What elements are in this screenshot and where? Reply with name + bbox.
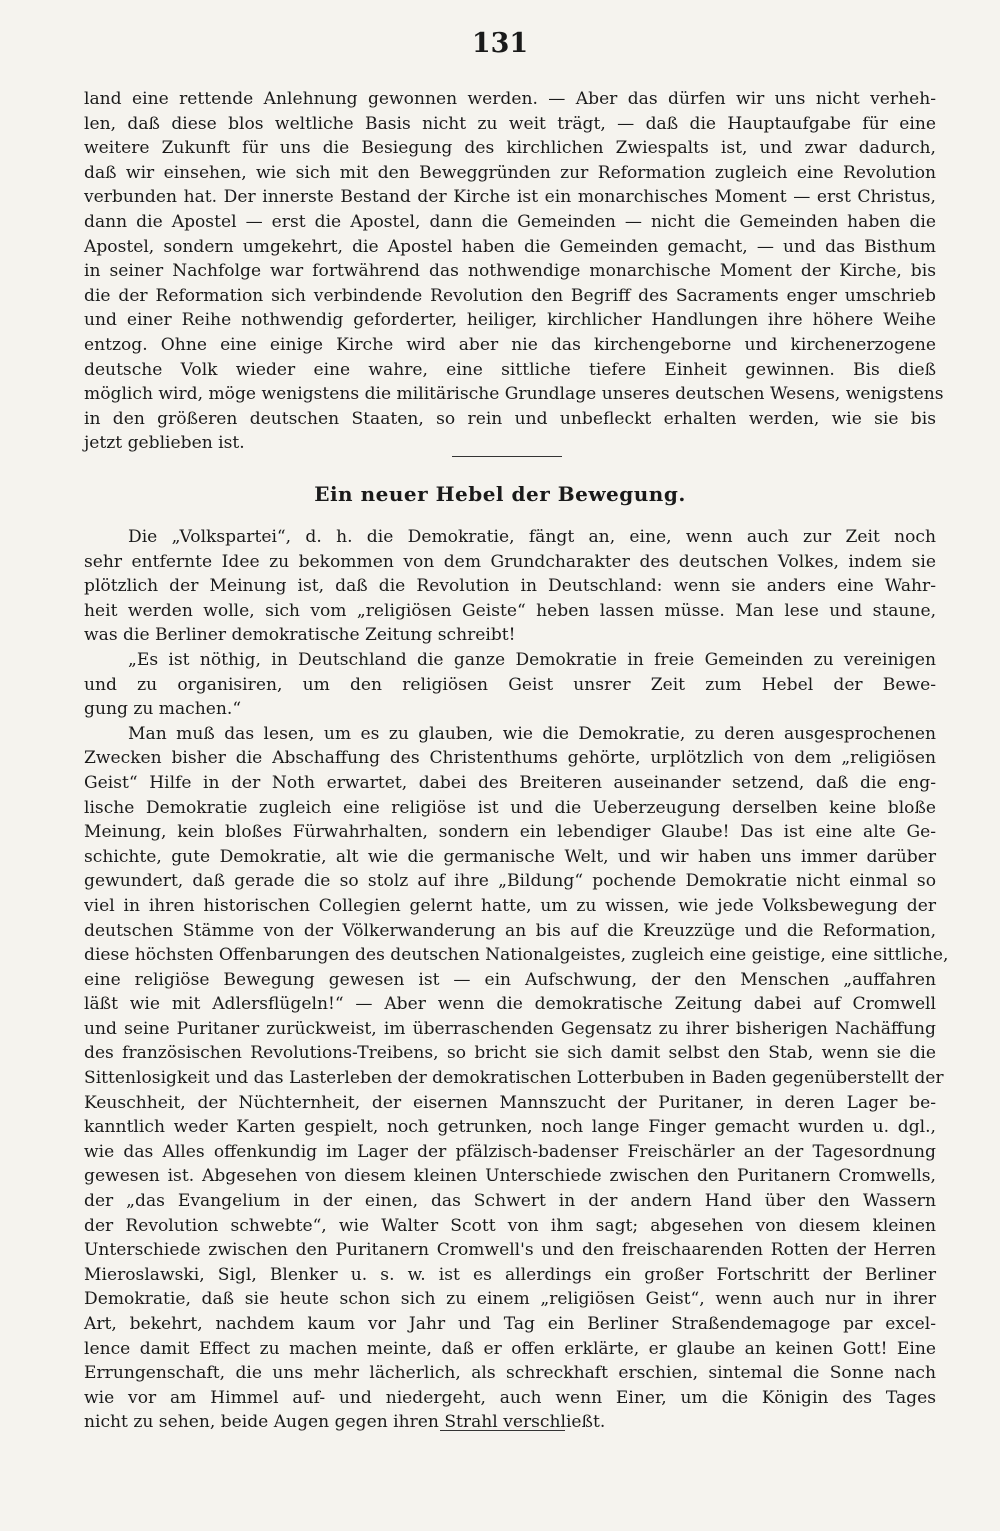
text-line: diese höchsten Offenbarungen des deutschen Nationalgeistes, zugleich eine geistige, eine sittliche,	[84, 945, 949, 966]
text-line: läßt wie mit Adlersflügeln!“ — Aber wenn die demokratische Zeitung dabei auf Cromwell	[84, 994, 936, 1015]
text-line: Mieroslawski, Sigl, Blenker u. s. w. ist es allerdings ein großer Fortschritt der Berliner	[84, 1264, 936, 1285]
text-line: lence damit Effect zu machen meinte, daß er offen erklärte, er glaube an keinen Gott! Eine	[84, 1338, 936, 1359]
text-line: kanntlich weder Karten gespielt, noch getrunken, noch lange Finger gemacht wurden u. dgl.,	[84, 1117, 936, 1138]
text-line: Keuschheit, der Nüchternheit, der eisernen Mannszucht der Puritaner, in deren Lager be-	[84, 1092, 936, 1113]
text-line: daß wir einsehen, wie sich mit den Beweggründen zur Reformation zugleich eine Revolution	[84, 162, 936, 183]
text-line: schichte, gute Demokratie, alt wie die germanische Welt, und wir haben uns immer darüber	[84, 846, 936, 867]
paragraph	[84, 722, 949, 1435]
text-line: Art, bekehrt, nachdem kaum vor Jahr und Tag ein Berliner Straßendemagoge par excel-	[84, 1314, 936, 1334]
text-line: was die Berliner demokratische Zeitung schreibt!	[84, 625, 516, 646]
text-line: sehr entfernte Idee zu bekommen von dem Grundcharakter des deutschen Volkes, indem sie	[84, 551, 936, 572]
text-line: Die „Volkspartei“, d. h. die Demokratie, fängt an, eine, wenn auch zur Zeit noch	[128, 527, 936, 547]
text-line: jetzt geblieben ist.	[84, 433, 245, 454]
text-line: möglich wird, möge wenigstens die militärische Grundlage unseres deutschen Wesens, wenigstens	[84, 384, 944, 405]
text-line: Meinung, kein bloßes Fürwahrhalten, sondern ein lebendiger Glaube! Das ist eine alte Ge-	[84, 822, 936, 843]
text-line: wie das Alles offenkundig im Lager der pfälzisch-badenser Freischärler an der Tagesordnung	[84, 1141, 936, 1162]
text-line: gung zu machen.“	[84, 699, 242, 720]
text-line: Unterschiede zwischen den Puritanern Cromwell's und den freischaarenden Rotten der Herren	[84, 1240, 936, 1261]
text-line: „Es ist nöthig, in Deutschland die ganze Demokratie in freie Gemeinden zu vereinigen	[128, 649, 936, 670]
section-divider	[452, 456, 562, 457]
text-line: in den größeren deutschen Staaten, so rein und unbefleckt erhalten werden, wie sie bis	[84, 408, 936, 429]
text-line: und einer Reihe nothwendig geforderter, heiliger, kirchlicher Handlungen ihre höhere Weihe	[84, 310, 936, 331]
text-line: gewundert, daß gerade die so stolz auf ihre „Bildung“ pochende Demokratie nicht einmal so	[84, 871, 936, 892]
text-line: weitere Zukunft für uns die Besiegung des kirchlichen Zwiespalts ist, und zwar dadurch,	[84, 138, 936, 159]
text-line: dann die Apostel — erst die Apostel, dann die Gemeinden — nicht die Gemeinden haben die	[84, 211, 936, 232]
text-line: des französischen Revolutions-Treibens, so bricht sie sich damit selbst den Stab, wenn sie die	[84, 1043, 936, 1064]
text-line: und zu organisiren, um den religiösen Geist unsrer Zeit zum Hebel der Bewe-	[84, 674, 936, 695]
text-line: land eine rettende Anlehnung gewonnen werden. — Aber das dürfen wir uns nicht verheh-	[84, 89, 936, 109]
text-line: entzog. Ohne eine einige Kirche wird aber nie das kirchengeborne und kirchenerzogene	[84, 334, 936, 355]
text-line: verbunden hat. Der innerste Bestand der Kirche ist ein monarchisches Moment — erst Christus,	[84, 187, 936, 208]
text-line: deutsche Volk wieder eine wahre, eine sittliche tiefere Einheit gewinnen. Bis dieß	[84, 359, 936, 380]
text-line: Zwecken bisher die Abschaffung des Christenthums gehörte, urplötzlich von dem „religiösen	[84, 748, 936, 769]
text-line: die der Reformation sich verbindende Revolution den Begriff des Sacraments enger umschrieb	[84, 285, 936, 306]
text-line: nicht zu sehen, beide Augen gegen ihren Strahl verschließt.	[84, 1412, 606, 1433]
section-body	[84, 525, 949, 1435]
text-line: viel in ihren historischen Collegien gelernt hatte, um zu wissen, wie jede Volksbewegung der	[84, 895, 936, 916]
text-line: deutschen Stämme von der Völkerwanderung an bis auf die Kreuzzüge und die Reformation,	[84, 920, 936, 941]
continuation-paragraph	[84, 87, 944, 456]
text-line: Demokratie, daß sie heute schon sich zu einem „religiösen Geist“, wenn auch nur in ihrer	[84, 1289, 936, 1310]
text-line: in seiner Nachfolge war fortwährend das nothwendige monarchische Moment der Kirche, bis	[84, 261, 936, 282]
paragraph	[84, 87, 944, 456]
text-line: plötzlich der Meinung ist, daß die Revolution in Deutschland: wenn sie anders eine Wahr-	[84, 576, 936, 597]
text-line: Man muß das lesen, um es zu glauben, wie die Demokratie, zu deren ausgesprochenen	[128, 723, 936, 744]
paragraph	[84, 525, 936, 648]
page-number: 131	[471, 28, 529, 59]
text-line: wie vor am Himmel auf- und niedergeht, auch wenn Einer, um die Königin des Tages	[84, 1387, 936, 1408]
text-line: Sittenlosigkeit und das Lasterleben der demokratischen Lotterbuben in Baden gegenüberstellt der	[84, 1068, 944, 1089]
text-line: Errungenschaft, die uns mehr lächerlich, als schreckhaft erschien, sintemal die Sonne nach	[84, 1363, 936, 1384]
text-line: und seine Puritaner zurückweist, im überraschenden Gegensatz zu ihrer bisherigen Nachäffung	[84, 1018, 936, 1039]
text-line: gewesen ist. Abgesehen von diesem kleinen Unterschiede zwischen den Puritanern Cromwells,	[84, 1166, 936, 1187]
section-heading: Ein neuer Hebel der Bewegung.	[314, 482, 686, 506]
text-line: der Revolution schwebte“, wie Walter Scott von ihm sagt; abgesehen von diesem kleinen	[84, 1215, 936, 1236]
text-line: Apostel, sondern umgekehrt, die Apostel haben die Gemeinden gemacht, — und das Bisthum	[84, 236, 936, 257]
text-line: eine religiöse Bewegung gewesen ist — ein Aufschwung, der den Menschen „auffahren	[84, 969, 936, 990]
text-line: len, daß diese blos weltliche Basis nicht zu weit trägt, — daß die Hauptaufgabe für eine	[84, 113, 936, 134]
page-end-divider	[440, 1430, 565, 1431]
text-line: lische Demokratie zugleich eine religiöse ist und die Ueberzeugung derselben keine bloße	[84, 797, 936, 818]
text-line: der „das Evangelium in der einen, das Schwert in der andern Hand über den Wassern	[84, 1191, 936, 1212]
paragraph	[84, 648, 936, 722]
text-line: Geist“ Hilfe in der Noth erwartet, dabei des Breiteren auseinander setzend, daß die eng-	[84, 772, 936, 793]
text-line: heit werden wolle, sich vom „religiösen Geiste“ heben lassen müsse. Man lese und staune,	[84, 600, 936, 621]
